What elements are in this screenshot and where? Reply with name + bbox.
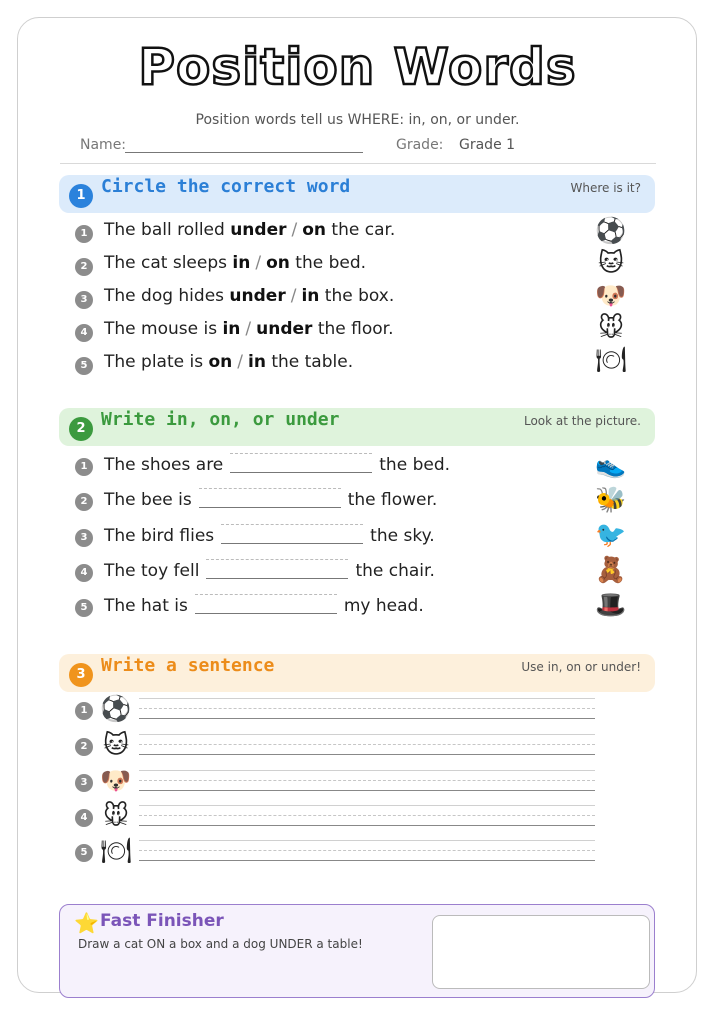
circle-word-item — [75, 319, 635, 345]
fill-blank-item — [75, 524, 575, 550]
item-number: 2 — [75, 493, 93, 511]
writing-line-top[interactable] — [139, 805, 595, 806]
sentence-text — [104, 524, 435, 546]
section-1-header — [59, 175, 655, 213]
writing-line-top[interactable] — [139, 734, 595, 735]
section-hint: Look at the picture. — [523, 414, 641, 428]
writing-line-base[interactable] — [139, 754, 595, 755]
dog-icon: 🐶 — [595, 281, 627, 310]
word-option-2[interactable]: in — [248, 352, 266, 372]
write-sentence-row — [75, 730, 595, 764]
sentence-end: the box. — [319, 286, 395, 306]
name-label: Name: — [80, 137, 127, 153]
word-option-1[interactable]: under — [230, 220, 287, 240]
word-option-1[interactable]: under — [229, 286, 286, 306]
teddy-bear-icon: 🧸 — [595, 555, 627, 584]
sentence-end: my head. — [343, 596, 424, 616]
sentence-text — [104, 559, 435, 581]
mouse-icon: 🐭 — [102, 801, 130, 830]
sentence-start: The bird flies — [104, 526, 215, 546]
item-number: 4 — [75, 324, 93, 342]
write-sentence-row — [75, 836, 595, 870]
sentence-text — [104, 319, 394, 339]
fast-finisher-box — [59, 904, 655, 998]
soccer-ball-icon: ⚽ — [100, 694, 132, 723]
fill-blank-item — [75, 453, 575, 479]
writing-line-middle[interactable] — [139, 744, 595, 745]
section-2-header — [59, 408, 655, 446]
writing-line-top[interactable] — [139, 698, 595, 699]
section-number: 3 — [69, 663, 93, 687]
writing-line-base[interactable] — [139, 790, 595, 791]
word-option-1[interactable]: in — [222, 319, 241, 339]
soccer-ball-icon: ⚽ — [595, 216, 627, 245]
sentence-text — [104, 594, 424, 616]
bee-icon: 🐝 — [595, 485, 627, 514]
circle-word-item — [75, 253, 635, 279]
word-option-1[interactable]: on — [208, 352, 233, 372]
sentence-start: The hat is — [104, 596, 188, 616]
sentence-start: The dog hides — [104, 286, 230, 306]
name-field[interactable] — [125, 152, 363, 153]
item-number: 1 — [75, 702, 93, 720]
fill-blank-item — [75, 559, 575, 585]
item-number: 4 — [75, 564, 93, 582]
plate-icon: 🍽 — [100, 836, 132, 865]
circle-word-item — [75, 286, 635, 312]
sentence-start: The cat sleeps — [104, 253, 233, 273]
fill-blank-item — [75, 488, 575, 514]
item-number: 2 — [75, 738, 93, 756]
item-number: 1 — [75, 225, 93, 243]
sentence-end: the sky. — [370, 526, 435, 546]
writing-line-middle[interactable] — [139, 708, 595, 709]
sentence-text — [104, 352, 353, 372]
shoe-icon: 👟 — [595, 450, 627, 479]
section-3-header — [59, 654, 655, 692]
item-number: 1 — [75, 458, 93, 476]
sentence-text — [104, 220, 395, 240]
section-number: 2 — [69, 417, 93, 441]
option-separator: / — [255, 253, 262, 273]
drawing-area[interactable] — [432, 915, 650, 989]
page-title: Position Words — [138, 38, 577, 96]
page-subtitle: Position words tell us WHERE: in, on, or under. — [195, 112, 520, 128]
writing-line-base[interactable] — [139, 860, 595, 861]
item-number: 5 — [75, 844, 93, 862]
top-hat-icon: 🎩 — [595, 590, 627, 619]
sentence-start: The plate is — [104, 352, 209, 372]
sentence-end: the chair. — [355, 561, 435, 581]
writing-line-base[interactable] — [139, 825, 595, 826]
writing-line-top[interactable] — [139, 770, 595, 771]
item-number: 3 — [75, 774, 93, 792]
writing-line-middle[interactable] — [139, 780, 595, 781]
sentence-text — [104, 286, 394, 306]
section-title: Write a sentence — [101, 655, 275, 676]
star-icon: ⭐ — [74, 911, 99, 935]
option-separator: / — [291, 220, 298, 240]
sentence-end: the bed. — [379, 455, 451, 475]
item-number: 3 — [75, 291, 93, 309]
sentence-text — [104, 453, 450, 475]
item-number: 5 — [75, 599, 93, 617]
dog-icon: 🐶 — [100, 766, 132, 795]
option-separator: / — [290, 286, 297, 306]
sentence-end: the floor. — [312, 319, 394, 339]
item-number: 2 — [75, 258, 93, 276]
word-option-2[interactable]: in — [301, 286, 320, 306]
cat-icon: 🐱 — [597, 248, 625, 277]
item-number: 4 — [75, 809, 93, 827]
answer-blank[interactable] — [230, 453, 372, 473]
sentence-start: The shoes are — [104, 455, 224, 475]
section-hint: Use in, on or under! — [521, 660, 641, 674]
sentence-end: the table. — [265, 352, 354, 372]
grade-label: Grade: — [396, 137, 444, 153]
sentence-end: the bed. — [289, 253, 367, 273]
bird-icon: 🐦 — [595, 520, 627, 549]
sentence-start: The bee is — [104, 490, 192, 510]
word-option-2[interactable]: under — [256, 319, 313, 339]
sentence-text — [104, 488, 437, 510]
section-title: Circle the correct word — [101, 176, 351, 197]
section-hint: Where is it? — [570, 181, 641, 195]
writing-line-middle[interactable] — [139, 850, 595, 851]
section-title: Write in, on, or under — [101, 409, 340, 430]
writing-line-top[interactable] — [139, 840, 595, 841]
answer-blank[interactable] — [206, 559, 348, 579]
mouse-icon: 🐭 — [597, 313, 625, 342]
write-sentence-row — [75, 801, 595, 835]
sentence-start: The toy fell — [104, 561, 200, 581]
item-number: 3 — [75, 529, 93, 547]
sentence-start: The mouse is — [104, 319, 223, 339]
sentence-end: the flower. — [347, 490, 438, 510]
sentence-text — [104, 253, 366, 273]
writing-line-base[interactable] — [139, 718, 595, 719]
item-number: 5 — [75, 357, 93, 375]
plate-icon: 🍽 — [595, 345, 627, 374]
answer-blank[interactable] — [195, 594, 337, 614]
word-option-2[interactable]: on — [266, 253, 290, 273]
word-option-2[interactable]: on — [302, 220, 327, 240]
word-option-1[interactable]: in — [232, 253, 251, 273]
option-separator: / — [245, 319, 252, 339]
write-sentence-row — [75, 694, 595, 728]
option-separator: / — [237, 352, 243, 372]
fill-blank-item — [75, 594, 575, 620]
header-divider — [60, 163, 656, 164]
answer-blank[interactable] — [221, 524, 363, 544]
writing-line-middle[interactable] — [139, 815, 595, 816]
grade-value: Grade 1 — [459, 137, 516, 153]
sentence-end: the car. — [326, 220, 396, 240]
fast-finisher-instructions: Draw a cat ON a box and a dog UNDER a table! — [78, 937, 363, 951]
answer-blank[interactable] — [199, 488, 341, 508]
section-number: 1 — [69, 184, 93, 208]
sentence-start: The ball rolled — [104, 220, 231, 240]
write-sentence-row — [75, 766, 595, 800]
fast-finisher-title: Fast Finisher — [100, 911, 224, 931]
cat-icon: 🐱 — [102, 730, 130, 759]
circle-word-item — [75, 220, 635, 246]
circle-word-item — [75, 352, 635, 378]
